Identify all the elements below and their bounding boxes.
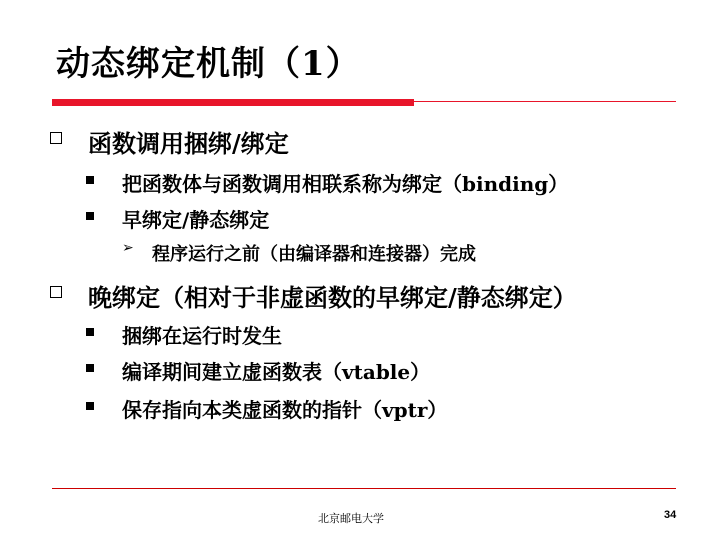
title-underline-thick	[52, 99, 414, 106]
sub-bullet-text: 捆绑在运行时发生	[122, 324, 282, 348]
page-number: 34	[664, 509, 677, 521]
sub-sub-bullet-text: 程序运行之前（由编译器和连接器）完成	[152, 244, 476, 265]
slide-title: 动态绑定机制（1）	[56, 44, 361, 84]
filled-square-bullet-icon	[86, 212, 94, 220]
hollow-square-bullet-icon	[50, 132, 62, 144]
sub-bullet-text: 把函数体与函数调用相联系称为绑定（binding）	[122, 172, 569, 196]
sub-bullet-text: 保存指向本类虚函数的指针（vptr）	[122, 398, 448, 422]
footer-divider	[52, 488, 676, 489]
sub-bullet-text: 早绑定/静态绑定	[122, 208, 270, 232]
footer-institution: 北京邮电大学	[318, 512, 384, 525]
arrow-bullet-icon: ➢	[122, 240, 134, 256]
bullet-text: 晚绑定（相对于非虚函数的早绑定/静态绑定）	[88, 283, 577, 312]
filled-square-bullet-icon	[86, 328, 94, 336]
sub-bullet-text: 编译期间建立虚函数表（vtable）	[122, 360, 431, 384]
title-underline-thin	[414, 101, 676, 102]
filled-square-bullet-icon	[86, 364, 94, 372]
hollow-square-bullet-icon	[50, 286, 62, 298]
bullet-text: 函数调用捆绑/绑定	[88, 129, 289, 158]
filled-square-bullet-icon	[86, 176, 94, 184]
filled-square-bullet-icon	[86, 402, 94, 410]
